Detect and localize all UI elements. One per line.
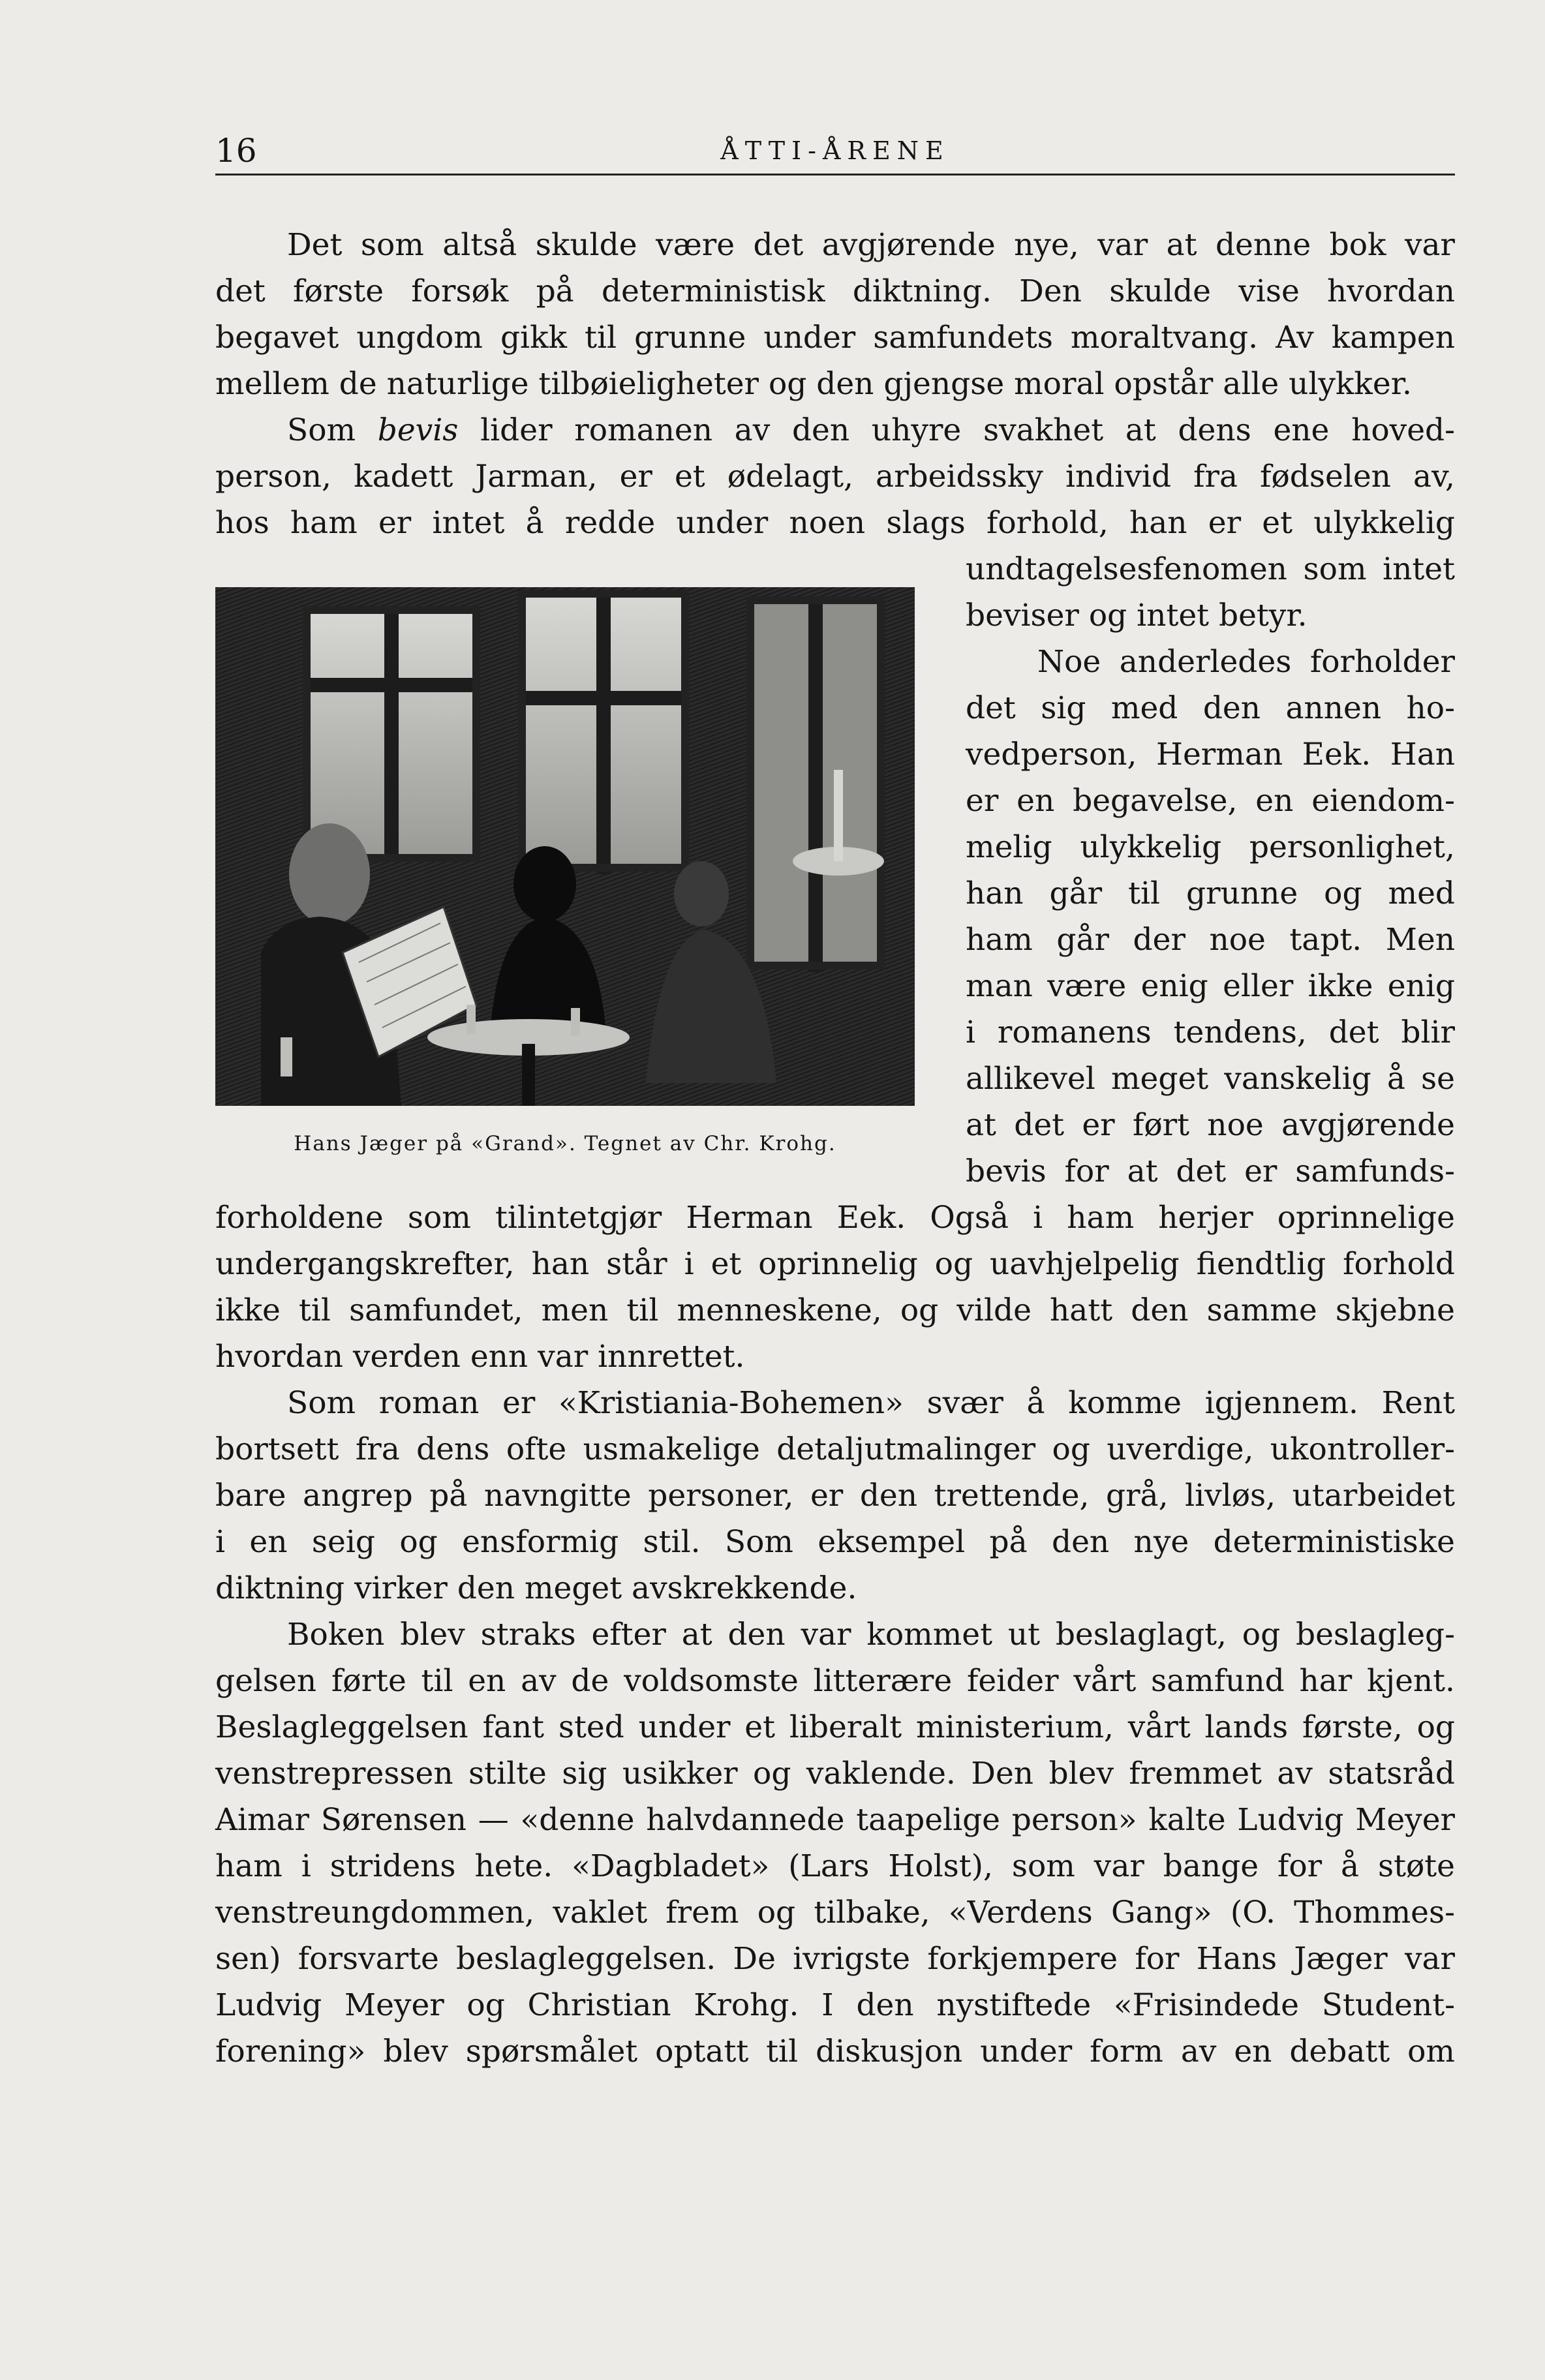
text-line: forening» blev spørsmålet optatt til diskusjon under form av en debatt om bbox=[215, 2034, 1455, 2069]
body-text-bottom bbox=[215, 1195, 1455, 2075]
text-line: begavet ungdom gikk til grunne under samfundets moraltvang. Av kampen bbox=[215, 320, 1455, 356]
text-line: det sig med den annen ho- bbox=[966, 690, 1455, 726]
text-line: gelsen førte til en av de voldsomste litterære feider vårt samfund har kjent. bbox=[215, 1663, 1455, 1699]
text-line: vedperson, Herman Eek. Han bbox=[966, 737, 1455, 772]
text-line: Boken blev straks efter at den var kommet ut beslaglagt, og beslagleg- bbox=[287, 1617, 1455, 1653]
text-line: mellem de naturlige tilbøieligheter og den gjengse moral opstår alle ulykker. bbox=[215, 366, 1412, 402]
page-header bbox=[215, 128, 1455, 175]
text-line: Beslagleggelsen fant sted under et liberalt ministerium, vårt lands første, og bbox=[215, 1709, 1455, 1745]
text-line: bortsett fra dens ofte usmakelige detaljutmalinger og uverdige, ukontroller- bbox=[215, 1431, 1455, 1467]
illustration bbox=[215, 587, 915, 1106]
text-line: undtagelsesfenomen som intet bbox=[966, 551, 1455, 587]
text-line: ikke til samfundet, men til menneskene, og vilde hatt den samme skjebne bbox=[215, 1292, 1455, 1328]
text-line: bare angrep på navngitte personer, er den trettende, grå, livløs, utarbeidet bbox=[215, 1478, 1455, 1514]
text-line: Ludvig Meyer og Christian Krohg. I den nystiftede «Frisindede Student- bbox=[215, 1987, 1455, 2023]
text-line: melig ulykkelig personlighet, bbox=[966, 829, 1455, 865]
text-line: Det som altså skulde være det avgjørende nye, var at denne bok var bbox=[287, 227, 1455, 263]
text-line: sen) forsvarte beslagleggelsen. De ivrigste forkjempere for Hans Jæger var bbox=[215, 1941, 1455, 1977]
text-line: i romanens tendens, det blir bbox=[966, 1015, 1455, 1050]
text-line: er en begavelse, en eiendom- bbox=[966, 783, 1455, 819]
text-line: hos ham er intet å redde under noen slags forhold, han er et ulykkelig bbox=[215, 505, 1455, 541]
text-line: Aimar Sørensen — «denne halvdannede taapelige person» kalte Ludvig Meyer bbox=[215, 1802, 1455, 1838]
text-line: han går til grunne og med bbox=[966, 876, 1455, 911]
text-fragment: lider romanen av den uhyre svakhet at dens ene hoved- bbox=[458, 412, 1455, 448]
text-line: bevis for at det er samfunds- bbox=[966, 1153, 1455, 1189]
text-line: forholdene som tilintetgjør Herman Eek. Også i ham herjer oprinnelige bbox=[215, 1200, 1455, 1236]
running-title: ÅTTI-ÅRENE bbox=[720, 136, 950, 165]
figure-caption: Hans Jæger på «Grand». Tegnet av Chr. Krohg. bbox=[294, 1132, 836, 1155]
text-line: hvordan verden enn var innrettet. bbox=[215, 1339, 745, 1375]
body-text-top bbox=[215, 222, 1455, 546]
cafe-drawing bbox=[215, 587, 915, 1106]
text-line: at det er ført noe avgjørende bbox=[966, 1107, 1455, 1143]
text-line: ham i stridens hete. «Dagbladet» (Lars Holst), som var bange for å støte bbox=[215, 1848, 1455, 1884]
body-text-wrap bbox=[966, 546, 1455, 1195]
text-line: allikevel meget vanskelig å se bbox=[966, 1061, 1455, 1097]
text-line: venstreungdommen, vaklet frem og tilbake, «Verdens Gang» (O. Thommes- bbox=[215, 1895, 1455, 1930]
text-line: man være enig eller ikke enig bbox=[966, 968, 1455, 1004]
text-line: person, kadett Jarman, er et ødelagt, arbeidssky individ fra fødselen av, bbox=[215, 459, 1455, 495]
text-line: ham går der noe tapt. Men bbox=[966, 922, 1455, 958]
page-number: 16 bbox=[215, 132, 257, 170]
text-line-with-emphasis bbox=[215, 407, 1455, 453]
emphasized-word: bevis bbox=[377, 412, 459, 448]
text-fragment: Som bbox=[287, 412, 378, 448]
text-line: undergangskrefter, han står i et oprinnelig og uavhjelpelig fiendtlig forhold bbox=[215, 1246, 1455, 1282]
text-line: i en seig og ensformig stil. Som eksempel på den nye deterministiske bbox=[215, 1524, 1455, 1560]
text-line: det første forsøk på deterministisk diktning. Den skulde vise hvordan bbox=[215, 273, 1455, 309]
text-line: beviser og intet betyr. bbox=[966, 598, 1308, 633]
text-line: Noe anderledes forholder bbox=[1037, 644, 1455, 680]
text-line: Som roman er «Kristiania-Bohemen» svær å komme igjennem. Rent bbox=[287, 1385, 1455, 1421]
text-line: diktning virker den meget avskrekkende. bbox=[215, 1570, 857, 1606]
text-line: venstrepressen stilte sig usikker og vaklende. Den blev fremmet av statsråd bbox=[215, 1756, 1455, 1792]
